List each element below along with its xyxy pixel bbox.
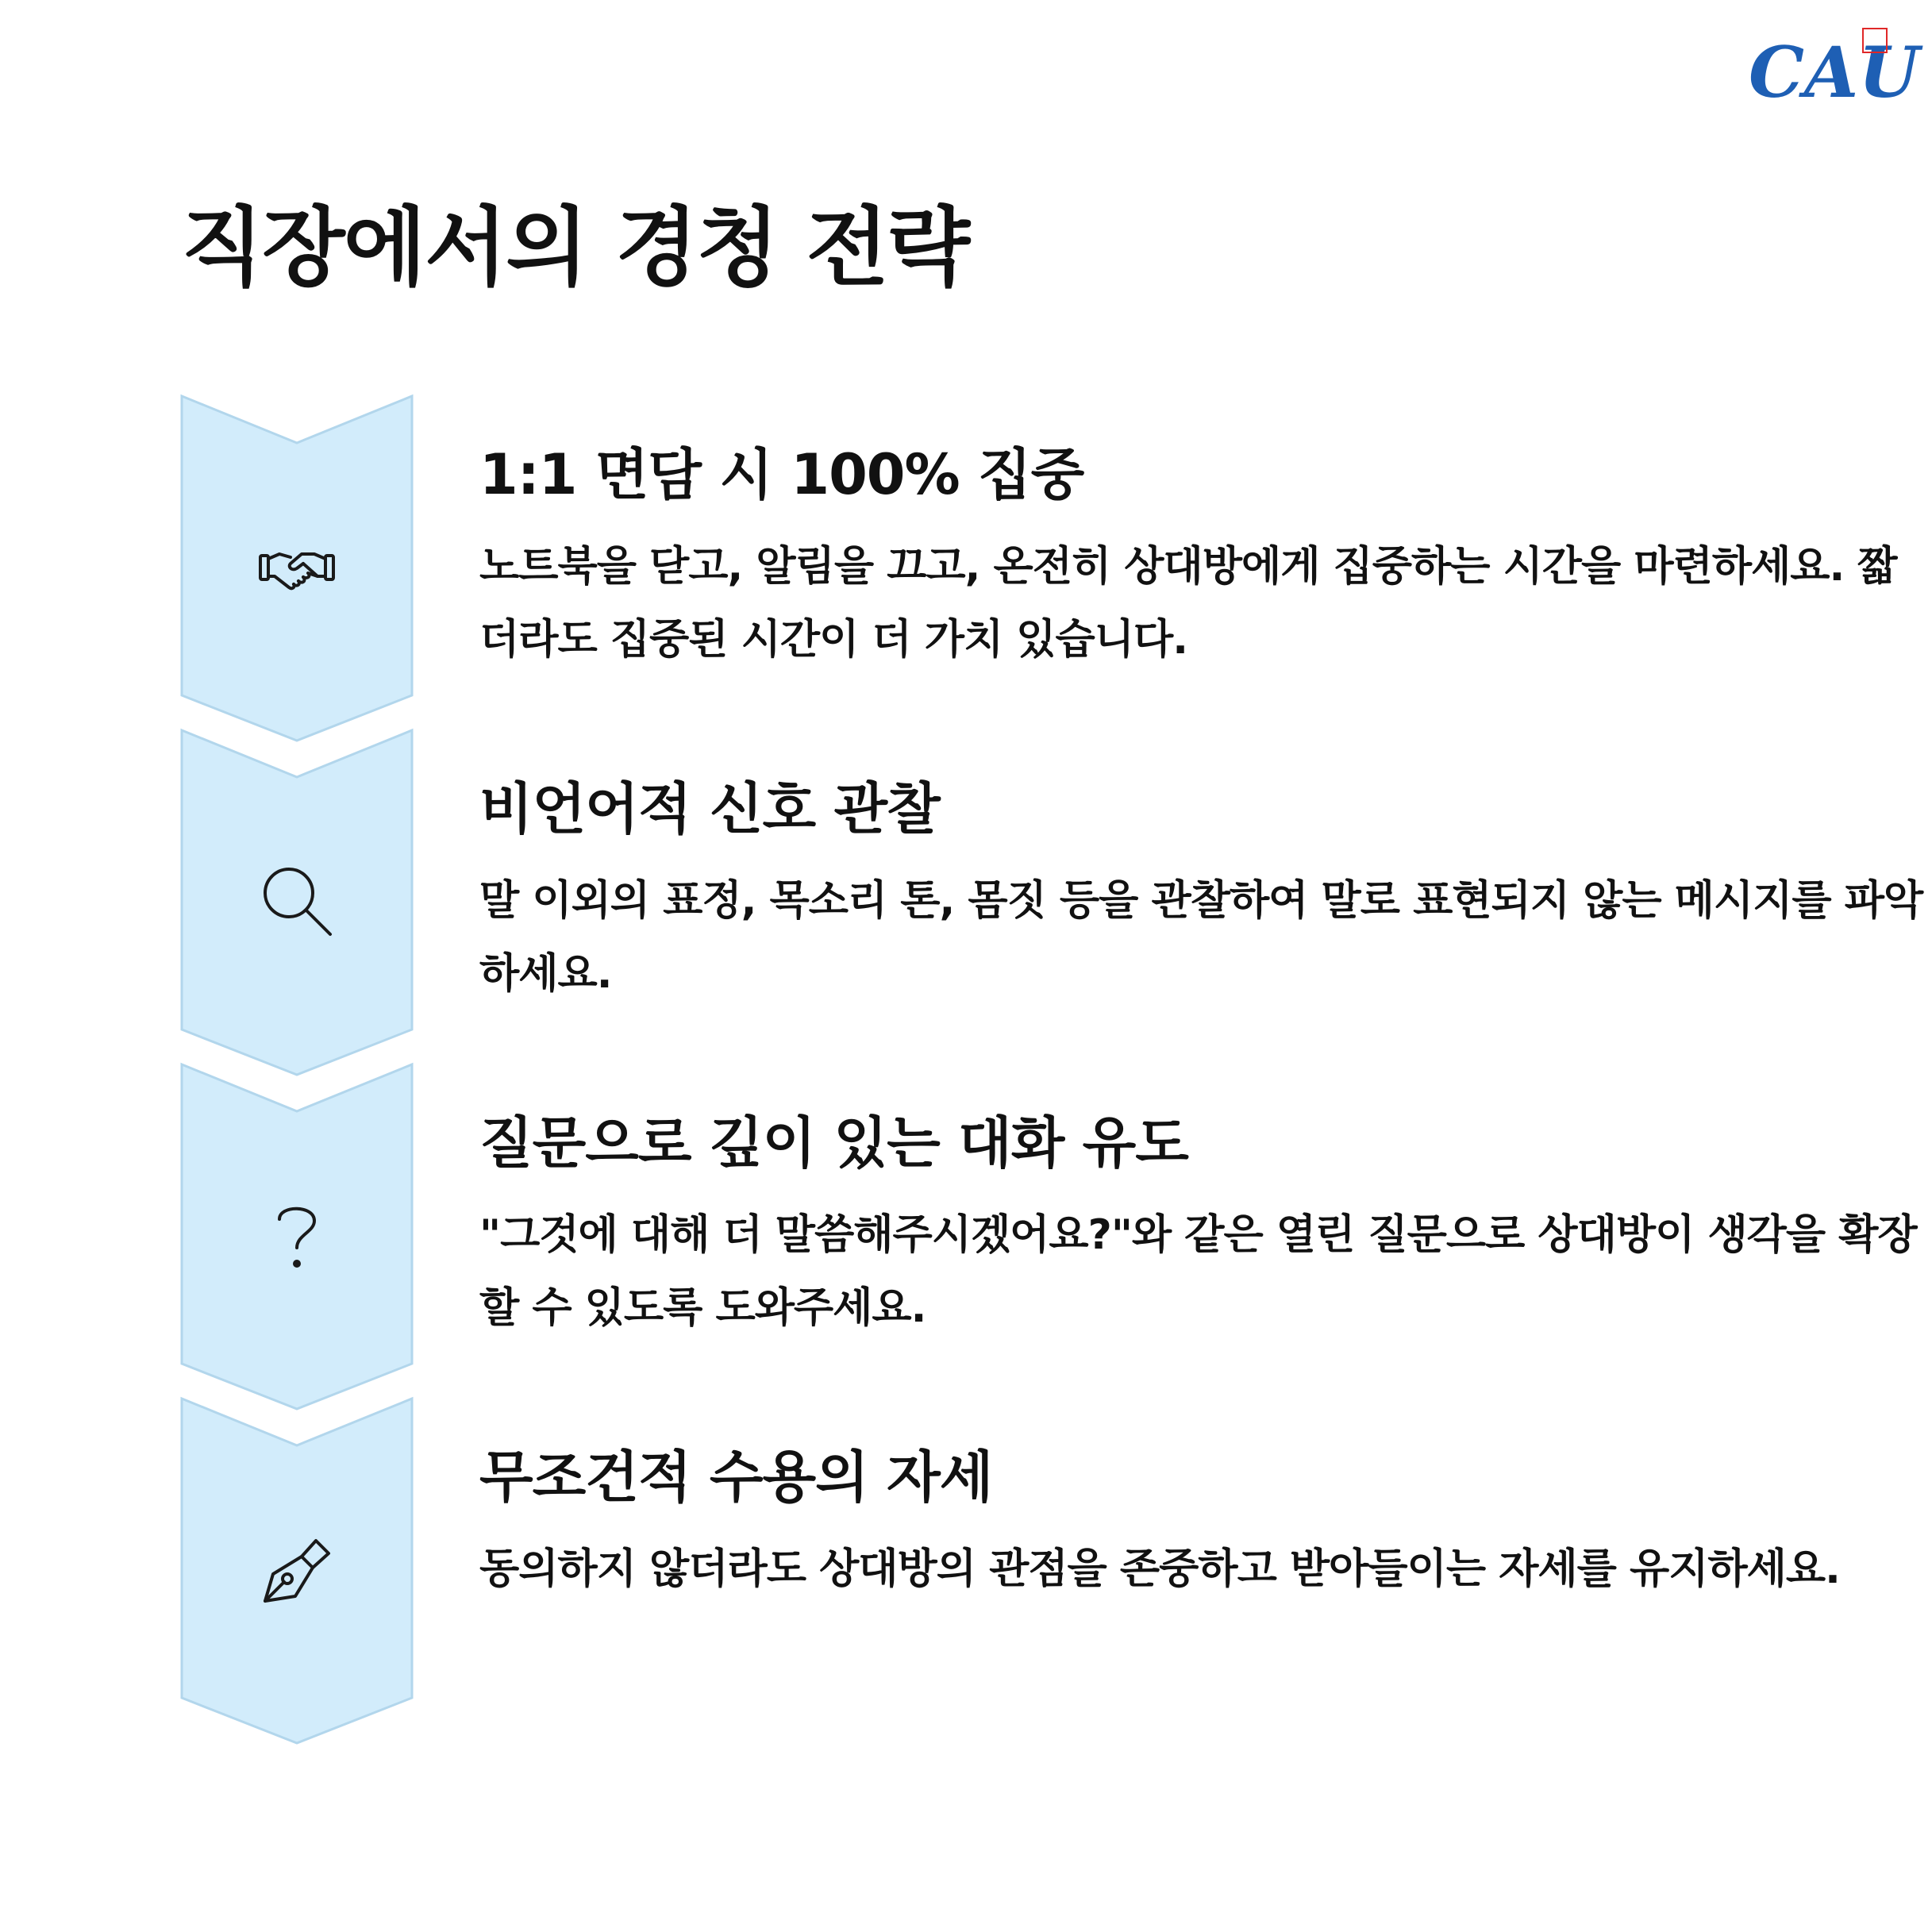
step-title: 무조건적 수용의 자세 [479,1445,993,1510]
step-description: 동의하지 않더라도 상대방의 관점을 존중하고 받아들이는 자세를 유지하세요. [479,1545,1840,1593]
step-description: 노트북을 닫고, 알림을 끄고, 온전히 상대방에게 집중하는 시간을 마련하세요. 짧더라도 집중된 시간이 더 가치 있습니다. [479,543,1897,664]
cau-logo-text: CAU [1749,31,1920,114]
step-4 [181,1396,1840,1745]
step-2 [181,728,1923,1077]
handshake-icon [257,527,337,606]
cau-logo [1742,24,1920,114]
step-1 [181,394,1897,743]
step-description: 말 이외의 표정, 목소리 톤, 몸짓 등을 관찰하여 말로 표현되지 않는 메시지를 파악하세요. [479,877,1923,998]
step-description: "그것에 대해 더 말씀해주시겠어요?"와 같은 열린 질문으로 상대방이 생각을 확장할 수 있도록 도와주세요. [479,1211,1917,1332]
step-3 [181,1062,1917,1411]
step-title: 질문으로 깊이 있는 대화 유도 [479,1110,1188,1176]
page-title: 직장에서의 경청 전략 [181,198,969,298]
pen-nib-icon [257,1530,337,1609]
question-mark-icon [257,1195,337,1275]
step-title: 비언어적 신호 관찰 [479,776,940,841]
step-title: 1:1 면담 시 100% 집중 [479,442,1084,507]
magnifier-icon [257,861,337,941]
